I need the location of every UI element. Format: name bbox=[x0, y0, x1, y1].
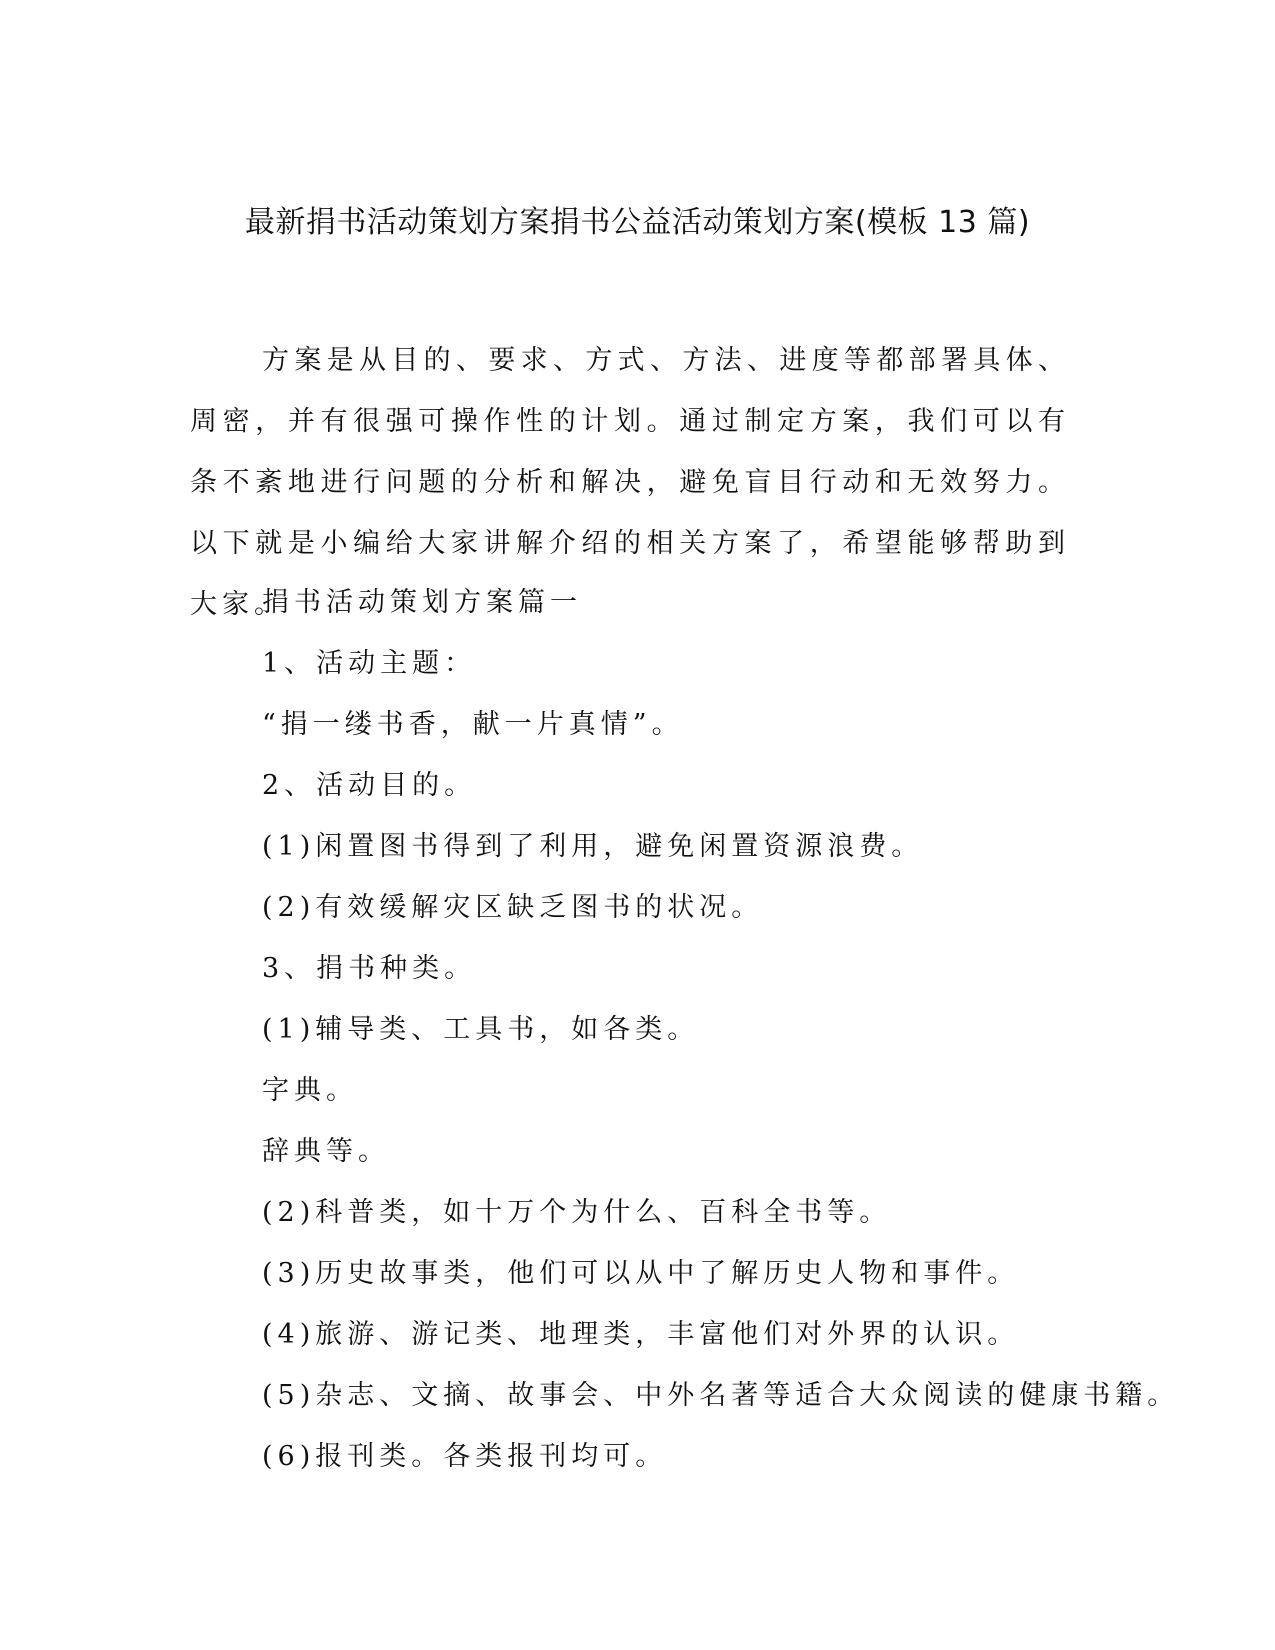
content-lines bbox=[262, 572, 1180, 1487]
list-item: (5)杂志、文摘、故事会、中外名著等适合大众阅读的健康书籍。 bbox=[262, 1380, 1180, 1411]
list-item: (6)报刊类。各类报刊均可。 bbox=[262, 1441, 668, 1472]
list-item: (4)旅游、游记类、地理类，丰富他们对外界的认识。 bbox=[262, 1319, 1020, 1350]
list-item: 1、活动主题： bbox=[262, 648, 477, 679]
document-title: 最新捐书活动策划方案捐书公益活动策划方案(模板 13 篇) bbox=[244, 205, 1031, 240]
list-item: (3)历史故事类，他们可以从中了解历史人物和事件。 bbox=[262, 1258, 1020, 1289]
list-item: 2、活动目的。 bbox=[262, 770, 477, 801]
list-item: 字典。 bbox=[262, 1075, 358, 1106]
list-item: (1)辅导类、工具书，如各类。 bbox=[262, 1014, 700, 1045]
section-heading: 捐书活动策划方案篇一 bbox=[262, 587, 582, 618]
list-item: (2)科普类，如十万个为什么、百科全书等。 bbox=[262, 1197, 892, 1228]
list-item: (2)有效缓解灾区缺乏图书的状况。 bbox=[262, 892, 764, 923]
list-item: “捐一缕书香，献一片真情”。 bbox=[262, 709, 684, 740]
list-item: 3、捐书种类。 bbox=[262, 953, 477, 984]
intro-paragraph: 方案是从目的、要求、方式、方法、进度等都部署具体、周密，并有很强可操作性的计划。通过制定方案，我们可以有条不紊地进行问题的分析和解决，避免盲目行动和无效努力。以下就是小编给大家讲解介绍的相关方案了，希望能够帮助到大家。 bbox=[190, 345, 1070, 620]
list-item: (1)闲置图书得到了利用，避免闲置资源浪费。 bbox=[262, 831, 924, 862]
list-item: 辞典等。 bbox=[262, 1136, 390, 1167]
